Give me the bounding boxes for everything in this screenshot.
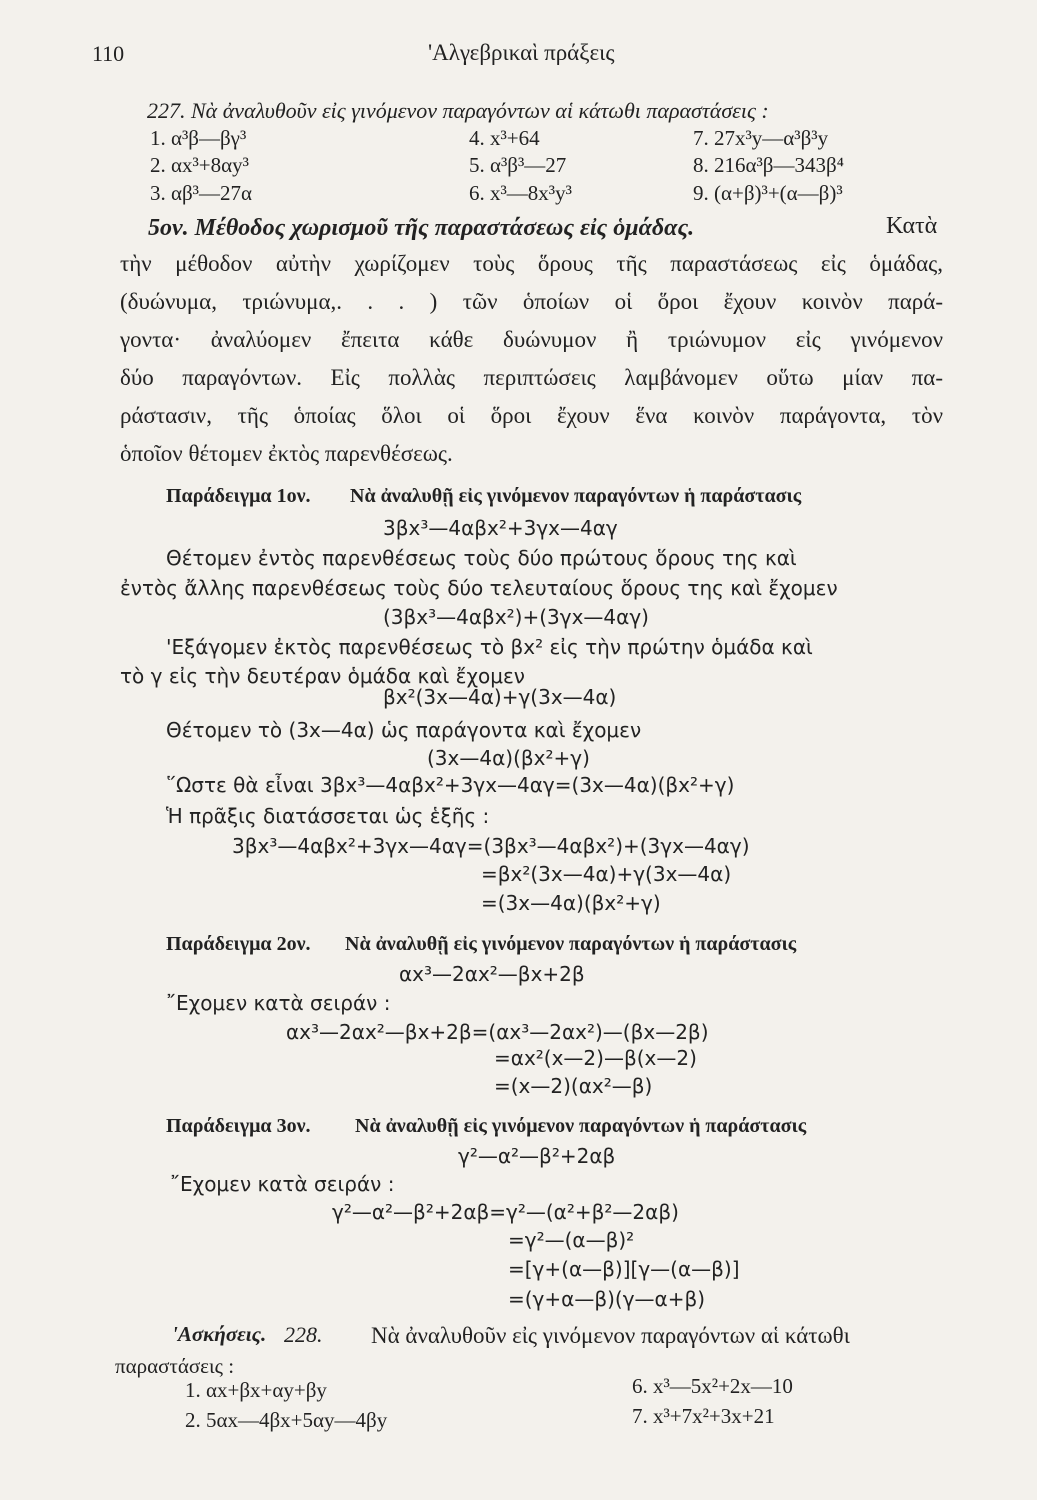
ex227-item: 9. (α+β)³+(α—β)³ [693, 181, 843, 205]
method-line-4: δύο παραγόντων. Εἰς πολλὰς περιπτώσεις λαμβάνομεν οὕτω μίαν πα- [120, 365, 943, 390]
exercise-228-lead: Νὰ ἀναλυθοῦν εἰς γινόμενον παραγόντων αἱ κάτωθι [371, 1323, 850, 1348]
method-line-3: γοντα· ἀναλύομεν ἔπειτα κάθε δυώνυμον ἢ τριώνυμον εἰς γινόμενον [120, 327, 943, 352]
example-2-lead: Νὰ ἀναλυθῇ εἰς γινόμενον παραγόντων ἡ παράστασις [345, 933, 797, 955]
example-2-text: ῎Εχομεν κατὰ σειράν : [166, 991, 391, 1015]
page-number: 110 [92, 41, 125, 66]
ex228-item: 2. 5αx—4βx+5αy—4βy [185, 1408, 388, 1432]
running-title: 'Αλγεβρικαὶ πράξεις [428, 40, 615, 65]
ex228-item: 6. x³—5x²+2x—10 [632, 1374, 793, 1398]
example-3-text: ῎Εχομεν κατὰ σειράν : [170, 1172, 395, 1196]
example-1-expression: (3x—4α)(βx²+γ) [427, 746, 590, 770]
ex227-item: 7. 27x³y—α³β³y [693, 126, 829, 150]
ex227-item: 3. αβ³—27α [150, 181, 252, 205]
example-1-expression: βx²(3x—4α)+γ(3x—4α) [383, 685, 617, 709]
example-1-label: Παράδειγμα 1ον. [166, 485, 311, 507]
example-1-text: τὸ γ εἰς τὴν δευτέραν ὁμάδα καὶ ἔχομεν [120, 664, 525, 688]
ex227-item: 5. α³β³—27 [469, 153, 567, 177]
example-3-derivation: =[γ+(α—β)][γ—(α—β)] [508, 1257, 740, 1281]
example-1-text: Θέτομεν ἐντὸς παρενθέσεως τοὺς δύο πρώτους ὅρους της καὶ [166, 546, 797, 570]
method-line-2: (δυώνυμα, τριώνυμα,. . . ) τῶν ὁποίων οἱ ὅροι ἔχουν κοινὸν παρά- [120, 289, 943, 314]
example-1-text: Ἡ πρᾶξις διατάσσεται ὡς ἑξῆς : [166, 804, 490, 828]
example-3-derivation: γ²—α²—β²+2αβ=γ²—(α²+β²—2αβ) [332, 1200, 679, 1224]
exercise-228-lead-continued: παραστάσεις : [115, 1354, 235, 1378]
ex227-item: 6. x³—8x³y³ [469, 181, 572, 205]
ex227-item: 8. 216α³β—343β⁴ [693, 153, 844, 177]
example-1-text: ἐντὸς ἄλλης παρενθέσεως τοὺς δύο τελευταίους ὅρους της καὶ ἔχομεν [120, 576, 838, 600]
example-3-lead: Νὰ ἀναλυθῇ εἰς γινόμενον παραγόντων ἡ παράστασις [355, 1115, 807, 1137]
example-1-derivation: 3βx³—4αβx²+3γx—4αγ=(3βx³—4αβx²)+(3γx—4αγ) [232, 834, 750, 858]
example-3-label: Παράδειγμα 3ον. [166, 1115, 311, 1137]
example-1-lead: Νὰ ἀναλυθῇ εἰς γινόμενον παραγόντων ἡ παράστασις [350, 485, 802, 507]
ex228-item: 1. αx+βx+αy+βy [185, 1378, 327, 1402]
example-1-derivation: =(3x—4α)(βx²+γ) [481, 891, 661, 915]
example-2-expression: αx³—2αx²—βx+2β [399, 962, 585, 986]
exercises-label: 'Ασκήσεις. [172, 1322, 267, 1346]
method-line-1: τὴν μέθοδον αὐτὴν χωρίζομεν τοὺς ὅρους τῆς παραστάσεως εἰς ὁμάδας, [120, 251, 943, 276]
method-line-6: ὁποῖον θέτομεν ἐκτὸς παρενθέσεως. [120, 441, 453, 466]
method-line-5: ράστασιν, τῆς ὁποίας ὅλοι οἱ ὅροι ἔχουν ἕνα κοινὸν παράγοντα, τὸν [120, 403, 943, 428]
example-2-derivation: =(x—2)(αx²—β) [494, 1074, 653, 1098]
ex227-item: 2. αx³+8αy³ [150, 153, 249, 177]
example-1-text: ῞Ωστε θὰ εἶναι 3βx³—4αβx²+3γx—4αγ=(3x—4α)(βx²+γ) [166, 773, 735, 797]
example-1-text: 'Εξάγομεν ἐκτὸς παρενθέσεως τὸ βx² εἰς τὴν πρώτην ὁμάδα καὶ [166, 635, 813, 659]
example-1-text: Θέτομεν τὸ (3x—4α) ὡς παράγοντα καὶ ἔχομεν [166, 718, 642, 742]
example-3-expression: γ²—α²—β²+2αβ [458, 1144, 616, 1168]
example-3-derivation: =(γ+α—β)(γ—α+β) [508, 1287, 706, 1311]
ex228-item: 7. x³+7x²+3x+21 [632, 1404, 775, 1428]
example-2-derivation: =αx²(x—2)—β(x—2) [494, 1046, 697, 1070]
ex227-item: 1. α³β—βγ³ [150, 126, 247, 150]
method-line-0: Κατὰ [886, 213, 938, 239]
example-1-expression: (3βx³—4αβx²)+(3γx—4αγ) [383, 605, 649, 629]
example-1-expression: 3βx³—4αβx²+3γx—4αγ [383, 516, 618, 540]
method-heading: 5ον. Μέθοδος χωρισμοῦ τῆς παραστάσεως εἰς ὁμάδας. [148, 215, 695, 241]
example-3-derivation: =γ²—(α—β)² [508, 1228, 635, 1252]
example-2-derivation: αx³—2αx²—βx+2β=(αx³—2αx²)—(βx—2β) [286, 1020, 709, 1044]
exercise-228-number: 228. [284, 1322, 323, 1347]
example-1-derivation: =βx²(3x—4α)+γ(3x—4α) [481, 862, 732, 886]
example-2-label: Παράδειγμα 2ον. [166, 933, 311, 955]
ex227-item: 4. x³+64 [469, 126, 540, 150]
exercise-227-lead: 227. Νὰ ἀναλυθοῦν εἰς γινόμενον παραγόντων αἱ κάτωθι παραστάσεις : [147, 98, 769, 123]
